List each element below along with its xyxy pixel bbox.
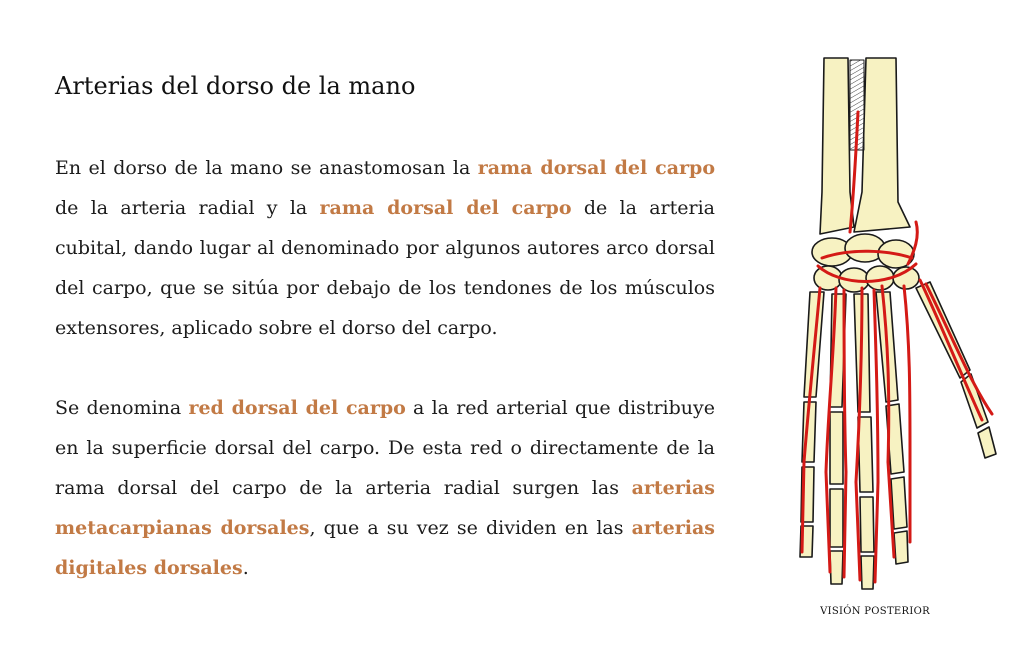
hand-arteries-illustration bbox=[770, 52, 1010, 612]
finger-bone bbox=[830, 489, 843, 547]
finger-bone bbox=[830, 551, 843, 584]
paragraph-text: de la arteria cubital, dando lugar al denominado por algunos autores arco dorsal del carpo, que se sitúa por debajo de los tendones de los músculos extensores, aplicado sobre el dorso del carpo. bbox=[55, 197, 715, 339]
link-rama-dorsal-carpo-radial[interactable]: rama dorsal del carpo bbox=[477, 157, 716, 179]
paragraph-text: , que a su vez se dividen en las bbox=[309, 517, 632, 539]
figure-caption: VISIÓN POSTERIOR bbox=[820, 606, 930, 617]
finger-bone bbox=[894, 531, 908, 564]
page-title: Arterias del dorso de la mano bbox=[55, 72, 416, 100]
paragraph-carpal-arch bbox=[55, 148, 715, 348]
digital-artery bbox=[875, 482, 878, 582]
bones bbox=[800, 58, 996, 589]
digital-artery bbox=[844, 472, 846, 577]
paragraph-text: Se denomina bbox=[55, 397, 189, 419]
link-rama-dorsal-carpo-cubital[interactable]: rama dorsal del carpo bbox=[319, 197, 572, 219]
paragraph-text: a la red arterial que distribuye en la superficie dorsal del carpo. De esta red o directamente de la rama dorsal del carpo de la arteria radial surgen las bbox=[55, 397, 715, 499]
ulna-bone bbox=[820, 58, 854, 234]
paragraph-dorsal-network bbox=[55, 388, 715, 588]
link-arterias-digitales-dorsales[interactable]: arterias digitales dorsales bbox=[55, 517, 715, 579]
paragraph-text: . bbox=[242, 557, 249, 579]
finger-bone bbox=[858, 417, 873, 492]
finger-bone bbox=[830, 412, 843, 484]
finger-bone bbox=[861, 556, 874, 589]
link-arterias-metacarpianas-dorsales[interactable]: arterias metacarpianas dorsales bbox=[55, 477, 715, 539]
metacarpal-artery bbox=[904, 286, 910, 452]
paragraph-text: En el dorso de la mano se anastomosan la bbox=[55, 157, 478, 179]
link-red-dorsal-carpo[interactable]: red dorsal del carpo bbox=[188, 397, 406, 419]
metacarpal-artery bbox=[874, 290, 878, 482]
paragraph-text: de la arteria radial y la bbox=[55, 197, 320, 219]
finger-bone bbox=[891, 477, 907, 529]
metacarpal-artery bbox=[920, 280, 982, 420]
digital-artery bbox=[802, 462, 804, 552]
finger-bone bbox=[860, 497, 874, 552]
finger-bone bbox=[978, 427, 996, 458]
digital-artery bbox=[826, 472, 830, 572]
